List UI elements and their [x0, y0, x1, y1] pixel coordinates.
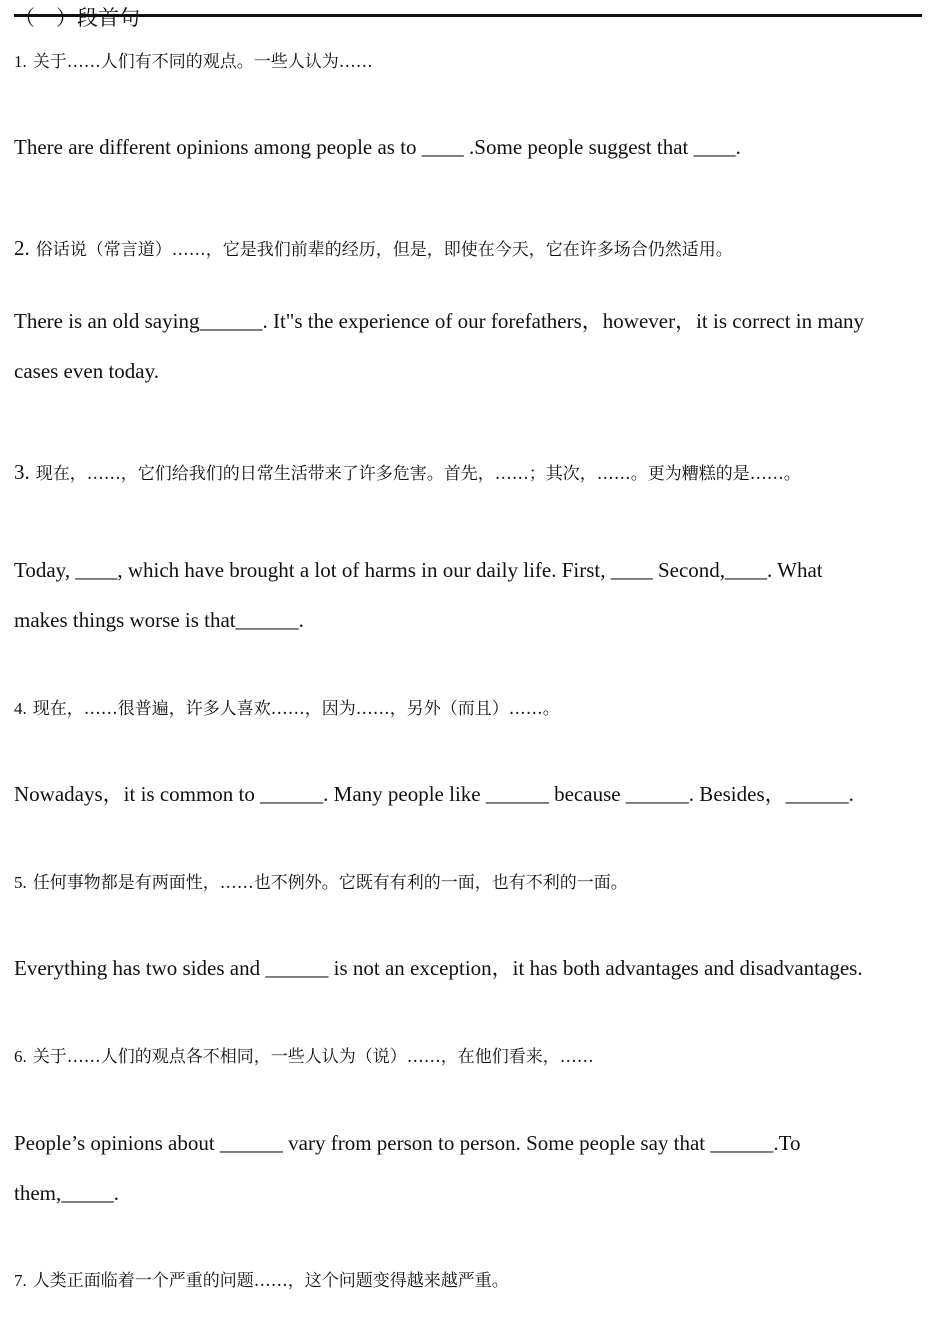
item-2-english-line-2: cases even today.	[14, 359, 159, 383]
item-7-number: 7.	[14, 1271, 27, 1290]
item-5-number: 5.	[14, 873, 27, 892]
item-6-chinese	[14, 1046, 594, 1068]
item-7-chinese-text: 人类正面临着一个严重的问题……，这个问题变得越来越严重。	[32, 1271, 509, 1291]
item-6-english-line-1: People’s opinions about ______ vary from person to person. Some people say that ______.To	[14, 1131, 801, 1155]
item-1-chinese	[14, 51, 373, 73]
item-3-chinese-text: 现在，……，它们给我们的日常生活带来了许多危害。首先，……；其次，……。更为糟糕的是……。	[35, 464, 801, 484]
item-3-chinese	[14, 461, 801, 485]
item-6-chinese-text: 关于……人们的观点各不相同，一些人认为（说）……，在他们看来，……	[32, 1047, 594, 1067]
item-2-english	[14, 296, 918, 396]
item-6-english	[14, 1118, 918, 1218]
item-3-english	[14, 545, 918, 645]
item-1-english	[14, 122, 918, 172]
item-1-chinese-text: 关于……人们有不同的观点。一些人认为……	[32, 52, 373, 72]
item-4-chinese	[14, 698, 560, 720]
item-2-number: 2.	[14, 236, 30, 260]
item-4-chinese-text: 现在，……很普遍，许多人喜欢……，因为……，另外（而且）……。	[32, 699, 560, 719]
item-4-english-line-1: Nowadays，it is common to ______. Many people like ______ because ______. Besides，______.	[14, 782, 854, 806]
item-1-english-line-1: There are different opinions among people as to ____ .Some people suggest that ____.	[14, 135, 741, 159]
item-2-chinese	[14, 237, 733, 261]
item-2-chinese-text: 俗话说（常言道）……，它是我们前辈的经历，但是，即使在今天，它在许多场合仍然适用。	[35, 240, 733, 260]
item-2-english-line-1: There is an old saying______. It"s the experience of our forefathers，however，it is correct in many	[14, 309, 865, 333]
item-7-chinese	[14, 1270, 509, 1292]
item-3-english-line-1: Today, ____, which have brought a lot of harms in our daily life. First, ____ Second,____. What	[14, 558, 823, 582]
section-title: （一）段首句	[14, 6, 140, 30]
item-6-english-line-2: them,_____.	[14, 1181, 119, 1205]
top-rule	[14, 14, 922, 17]
item-5-english-line-1: Everything has two sides and ______ is not an exception，it has both advantages and disadvantages.	[14, 956, 863, 980]
item-5-chinese	[14, 872, 628, 894]
item-3-english-line-2: makes things worse is that______.	[14, 608, 304, 632]
item-4-english	[14, 769, 918, 819]
item-3-number: 3.	[14, 460, 30, 484]
item-4-number: 4.	[14, 699, 27, 718]
item-5-english	[14, 943, 918, 993]
item-5-chinese-text: 任何事物都是有两面性，……也不例外。它既有有利的一面，也有不利的一面。	[32, 873, 628, 893]
item-1-number: 1.	[14, 52, 27, 71]
item-6-number: 6.	[14, 1047, 27, 1066]
